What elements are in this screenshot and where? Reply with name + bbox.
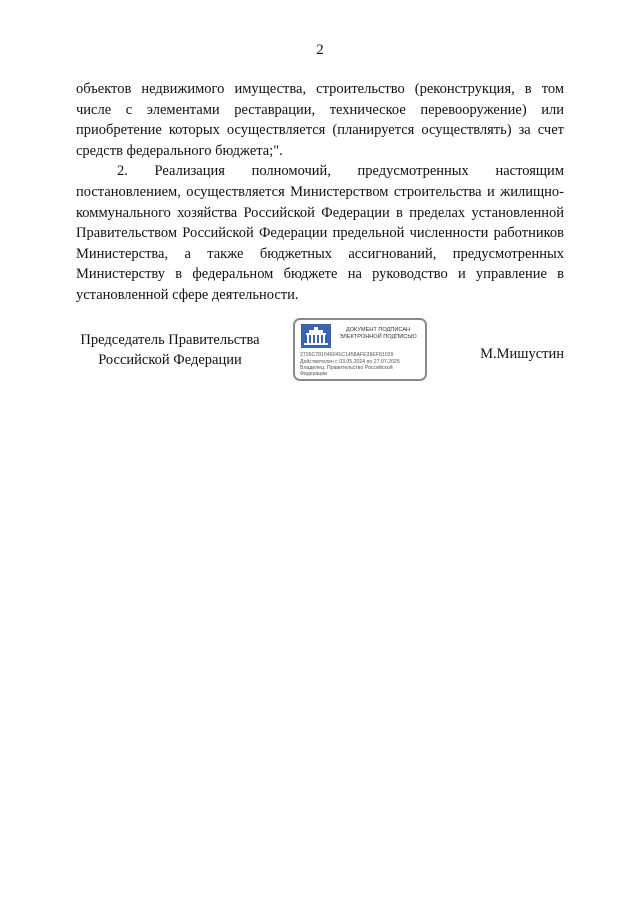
stamp-owner-line1: Владелец: Правительство Российской (300, 365, 393, 371)
signatory-title-line2: Российской Федерации (98, 352, 242, 368)
signer-name: М.Мишустин (480, 346, 564, 362)
government-building-icon (301, 324, 331, 348)
paragraph-item-2: 2. Реализация полномочий, предусмотренных настоящим постановлением, осуществляется Министерством строительства и жилищно-коммунального хозяйства Российской Федерации в пределах установленной Правительством Российской Федерации предельной численности работников Министерства, а также бюджетных ассигнований, предусмотренных Министерству в федеральном бюджете на руководство и управление в установленной сфере деятельности. (76, 163, 564, 303)
page-number: 2 (316, 42, 324, 58)
stamp-validity: Действителен с 03.05.2024 по 27.07.2025 (300, 359, 400, 365)
paragraph-continuation: объектов недвижимого имущества, строительство (реконструкция, в том числе с элементами реставрации, техническое перевооружение) или приобретение которых осуществляется (планируется осуществлять) за счет средств федерального бюджета;". (76, 81, 564, 159)
stamp-header-line1: ДОКУМЕНТ ПОДПИСАН (345, 327, 411, 333)
signatory-title (70, 330, 270, 370)
signatory-title-line1: Председатель Правительства (80, 332, 260, 348)
electronic-signature-stamp (293, 318, 427, 381)
stamp-certificate: 2726C781046041C1458AFE39EF81039 (300, 352, 394, 358)
stamp-owner-line2: Федерации (300, 371, 328, 377)
document-body (76, 79, 564, 306)
stamp-header-line2: ЭЛЕКТРОННОЙ ПОДПИСЬЮ (339, 334, 417, 340)
stamp-header (333, 327, 423, 341)
